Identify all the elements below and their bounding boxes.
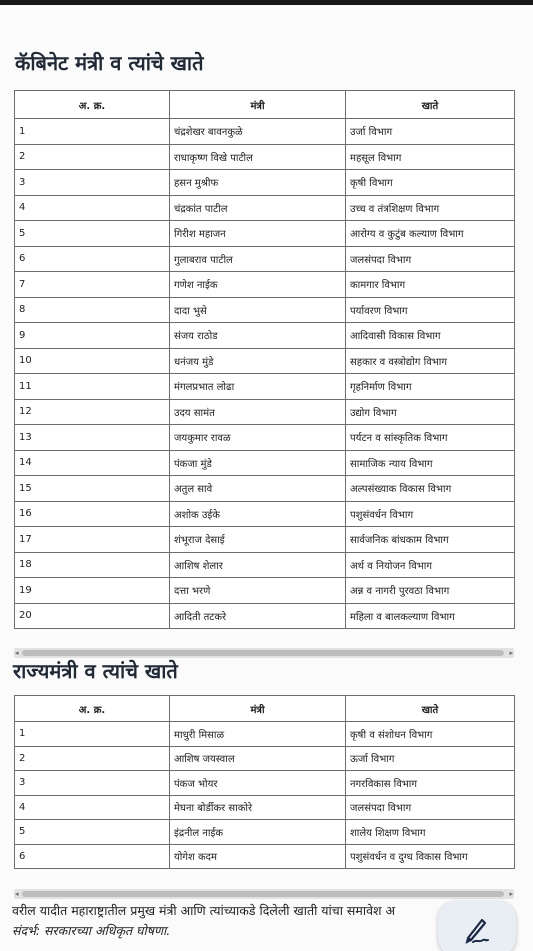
cell-minister: गणेश नाईक xyxy=(170,272,346,298)
cell-serial: 8 xyxy=(15,297,170,323)
table-row xyxy=(15,246,515,272)
table-header-row xyxy=(15,91,515,119)
cell-department: सार्वजनिक बांधकाम विभाग xyxy=(346,527,515,553)
pen-edit-icon xyxy=(464,914,490,944)
cell-minister: राधाकृष्ण विखे पाटील xyxy=(170,144,346,170)
cell-department: शालेय शिक्षण विभाग xyxy=(346,820,515,845)
cell-department: जलसंपदा विभाग xyxy=(346,795,515,820)
cell-minister: गिरीश महाजन xyxy=(170,221,346,247)
cell-serial: 1 xyxy=(15,119,170,145)
scrollbar-thumb[interactable] xyxy=(22,891,504,897)
cell-serial: 14 xyxy=(15,450,170,476)
cell-minister: इंद्रनील नाईक xyxy=(170,820,346,845)
table-row xyxy=(15,119,515,145)
table-row xyxy=(15,348,515,374)
table-row xyxy=(15,450,515,476)
cell-department: पर्यावरण विभाग xyxy=(346,297,515,323)
table-row xyxy=(15,170,515,196)
cell-minister: धनंजय मुंडे xyxy=(170,348,346,374)
cell-serial: 2 xyxy=(15,144,170,170)
cell-serial: 16 xyxy=(15,501,170,527)
cell-serial: 2 xyxy=(15,746,170,771)
table-row xyxy=(15,578,515,604)
table-row xyxy=(15,297,515,323)
table-row xyxy=(15,425,515,451)
cell-serial: 1 xyxy=(15,722,170,747)
footer-note: वरील यादीत महाराष्ट्रातील प्रमुख मंत्री आणि त्यांच्याकडे दिलेली खाती यांचा समावेश अ xyxy=(12,903,396,918)
header-serial: अ. क्र. xyxy=(15,91,170,119)
footer-reference: संदर्भ: सरकारच्या अधिकृत घोषणा. xyxy=(12,923,171,938)
state-ministers-heading: राज्यमंत्री व त्यांचे खाते xyxy=(13,659,178,683)
cell-serial: 17 xyxy=(15,527,170,553)
cabinet-ministers-table xyxy=(14,90,515,629)
cell-minister: दत्ता भरणे xyxy=(170,578,346,604)
cell-department: सहकार व वस्त्रोद्योग विभाग xyxy=(346,348,515,374)
document-page xyxy=(0,5,533,951)
cell-serial: 18 xyxy=(15,552,170,578)
cell-department: नगरविकास विभाग xyxy=(346,771,515,796)
cell-department: जलसंपदा विभाग xyxy=(346,246,515,272)
table-row xyxy=(15,844,515,869)
cell-minister: चंद्रकांत पाटील xyxy=(170,195,346,221)
cell-department: अन्न व नागरी पुरवठा विभाग xyxy=(346,578,515,604)
cell-serial: 13 xyxy=(15,425,170,451)
cell-department: ऊर्जा विभाग xyxy=(346,746,515,771)
cell-minister: आशिष शेलार xyxy=(170,552,346,578)
cell-department: कृषी विभाग xyxy=(346,170,515,196)
table-row xyxy=(15,272,515,298)
table-row xyxy=(15,552,515,578)
cell-department: पशुसंवर्धन व दुग्ध विकास विभाग xyxy=(346,844,515,869)
table-row xyxy=(15,795,515,820)
table-row xyxy=(15,820,515,845)
cell-department: उद्योग विभाग xyxy=(346,399,515,425)
cell-department: महिला व बालकल्याण विभाग xyxy=(346,603,515,629)
table-row xyxy=(15,195,515,221)
cell-serial: 11 xyxy=(15,374,170,400)
header-serial: अ. क्र. xyxy=(15,696,170,722)
table-header-row xyxy=(15,696,515,722)
state-ministers-table xyxy=(14,695,515,869)
table-row xyxy=(15,722,515,747)
cabinet-ministers-heading: कॅबिनेट मंत्री व त्यांचे खाते xyxy=(15,51,204,75)
cell-serial: 15 xyxy=(15,476,170,502)
cell-serial: 3 xyxy=(15,170,170,196)
cell-serial: 7 xyxy=(15,272,170,298)
cell-minister: पंकज भोयर xyxy=(170,771,346,796)
cell-minister: अशोक उईके xyxy=(170,501,346,527)
table-row xyxy=(15,527,515,553)
header-department: खाते xyxy=(346,696,515,722)
cell-department: महसूल विभाग xyxy=(346,144,515,170)
cell-department: गृहनिर्माण विभाग xyxy=(346,374,515,400)
cell-serial: 12 xyxy=(15,399,170,425)
table-row xyxy=(15,501,515,527)
cell-minister: उदय सामंत xyxy=(170,399,346,425)
cell-minister: आदिती तटकरे xyxy=(170,603,346,629)
table-row xyxy=(15,399,515,425)
header-department: खाते xyxy=(346,91,515,119)
scroll-left-arrow-icon[interactable]: ◂ xyxy=(15,649,19,657)
cell-minister: गुलाबराव पाटील xyxy=(170,246,346,272)
cell-department: पशुसंवर्धन विभाग xyxy=(346,501,515,527)
cell-minister: शंभूराज देसाई xyxy=(170,527,346,553)
cell-department: कामगार विभाग xyxy=(346,272,515,298)
cell-minister: जयकुमार रावळ xyxy=(170,425,346,451)
cell-minister: हसन मुश्रीफ xyxy=(170,170,346,196)
cell-serial: 5 xyxy=(15,820,170,845)
cell-minister: दादा भुसे xyxy=(170,297,346,323)
cell-department: सामाजिक न्याय विभाग xyxy=(346,450,515,476)
header-minister: मंत्री xyxy=(170,696,346,722)
table-row xyxy=(15,144,515,170)
cell-department: उर्जा विभाग xyxy=(346,119,515,145)
cell-minister: माधुरी मिसाळ xyxy=(170,722,346,747)
cell-serial: 6 xyxy=(15,246,170,272)
cell-minister: चंद्रशेखर बावनकुळे xyxy=(170,119,346,145)
table-row xyxy=(15,476,515,502)
cell-minister: मेघना बोर्डीकर साकोरे xyxy=(170,795,346,820)
cell-serial: 19 xyxy=(15,578,170,604)
cell-serial: 4 xyxy=(15,795,170,820)
cell-department: कृषी व संशोधन विभाग xyxy=(346,722,515,747)
scrollbar-thumb[interactable] xyxy=(22,650,504,656)
cell-minister: अतुल सावे xyxy=(170,476,346,502)
cell-department: अल्पसंख्याक विकास विभाग xyxy=(346,476,515,502)
cell-serial: 20 xyxy=(15,603,170,629)
table-row xyxy=(15,603,515,629)
cell-minister: संजय राठोड xyxy=(170,323,346,349)
cell-serial: 9 xyxy=(15,323,170,349)
cell-serial: 4 xyxy=(15,195,170,221)
scroll-left-arrow-icon[interactable]: ◂ xyxy=(15,890,19,898)
scroll-right-arrow-icon[interactable]: ▸ xyxy=(509,649,513,657)
cell-serial: 5 xyxy=(15,221,170,247)
cell-minister: आशिष जयस्वाल xyxy=(170,746,346,771)
cabinet-table-body xyxy=(15,119,515,629)
cell-serial: 3 xyxy=(15,771,170,796)
table-row xyxy=(15,374,515,400)
table-row xyxy=(15,771,515,796)
cell-minister: मंगलप्रभात लोढा xyxy=(170,374,346,400)
horizontal-scrollbar[interactable] xyxy=(14,889,514,899)
table-row xyxy=(15,746,515,771)
cell-department: आरोग्य व कुटुंब कल्याण विभाग xyxy=(346,221,515,247)
cell-serial: 6 xyxy=(15,844,170,869)
cell-minister: योगेश कदम xyxy=(170,844,346,869)
cell-minister: पंकजा मुंडे xyxy=(170,450,346,476)
cell-department: उच्च व तंत्रशिक्षण विभाग xyxy=(346,195,515,221)
header-minister: मंत्री xyxy=(170,91,346,119)
cell-department: आदिवासी विकास विभाग xyxy=(346,323,515,349)
table-row xyxy=(15,221,515,247)
cell-department: पर्यटन व सांस्कृतिक विभाग xyxy=(346,425,515,451)
scroll-right-arrow-icon[interactable]: ▸ xyxy=(509,890,513,898)
cell-department: अर्थ व नियोजन विभाग xyxy=(346,552,515,578)
table-row xyxy=(15,323,515,349)
state-table-body xyxy=(15,722,515,869)
cell-serial: 10 xyxy=(15,348,170,374)
edit-fab-button[interactable] xyxy=(438,901,516,951)
